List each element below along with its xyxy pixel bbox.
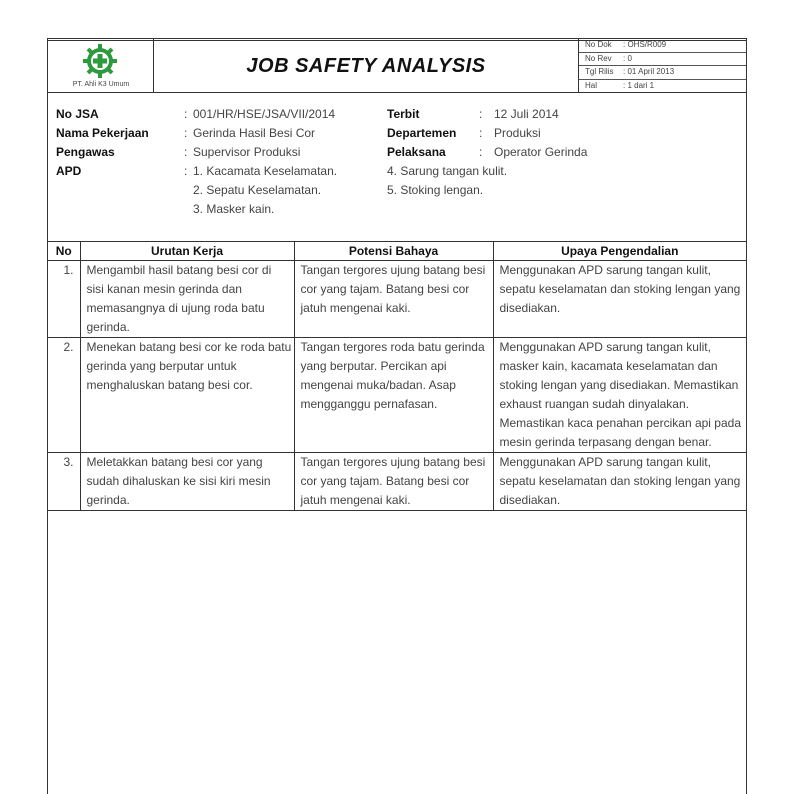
company-name: PT. Ahli K3 Umum bbox=[72, 81, 130, 88]
k3-gear-cross-icon bbox=[82, 43, 118, 79]
cell-upaya: Menggunakan APD sarung tangan kulit, masker kain, kacamata keselamatan dan stoking lengan yang disediakan. Memastikan exhaust ruangan sudah dinyalakan. Memastikan kaca penahan percikan api pada mesin gerinda terpasang dengan benar. bbox=[493, 338, 746, 453]
table-row bbox=[48, 453, 746, 511]
info-row-apd: APD : 1. Kacamata Keselamatan. 4. Sarung tangan kulit. bbox=[56, 162, 746, 181]
doc-info-block bbox=[578, 39, 746, 93]
pelaksana-value: Operator Gerinda bbox=[494, 145, 588, 159]
doc-info-row: Tgl Rilis : 01 April 2013 bbox=[579, 66, 746, 80]
doc-info-row: No Dok : OHS/R009 bbox=[579, 39, 746, 53]
info-row-pekerjaan: Nama Pekerjaan : Gerinda Hasil Besi Cor Departemen : Produksi bbox=[56, 124, 746, 143]
jsa-table-wrap bbox=[48, 241, 746, 511]
jsa-table bbox=[48, 241, 746, 511]
cell-upaya: Menggunakan APD sarung tangan kulit, sepatu keselamatan dan stoking lengan yang disediakan. bbox=[493, 453, 746, 511]
apd-item: 2. Sepatu Keselamatan. bbox=[193, 183, 322, 197]
doc-info-row: No Rev : 0 bbox=[579, 53, 746, 67]
header-no: No bbox=[48, 242, 80, 261]
info-row-no-jsa: No JSA : 001/HR/HSE/JSA/VII/2014 Terbit : 12 Juli 2014 bbox=[56, 105, 746, 124]
document-title: JOB SAFETY ANALYSIS bbox=[246, 55, 486, 77]
info-row-apd-cont bbox=[56, 181, 746, 200]
cell-upaya: Menggunakan APD sarung tangan kulit, sepatu keselamatan dan stoking lengan yang disediakan. bbox=[493, 261, 746, 338]
info-row-pengawas: Pengawas : Supervisor Produksi Pelaksana : Operator Gerinda bbox=[56, 143, 746, 162]
apd-item: 3. Masker kain. bbox=[193, 202, 275, 216]
cell-urutan: Menekan batang besi cor ke roda batu gerinda yang berputar untuk menghaluskan batang besi cor. bbox=[80, 338, 294, 453]
pekerjaan-value: Gerinda Hasil Besi Cor bbox=[193, 126, 316, 140]
cell-bahaya: Tangan tergores ujung batang besi cor yang tajam. Batang besi cor jatuh mengenai kaki. bbox=[294, 453, 493, 511]
cell-bahaya: Tangan tergores roda batu gerinda yang berputar. Percikan api mengenai muka/badan. Asap mengganggu pernafasan. bbox=[294, 338, 493, 453]
apd-item: 1. Kacamata Keselamatan. bbox=[193, 164, 338, 178]
table-row bbox=[48, 338, 746, 453]
terbit-value: 12 Juli 2014 bbox=[494, 107, 559, 121]
row-number: 1. bbox=[48, 261, 80, 338]
departemen-value: Produksi bbox=[494, 126, 541, 140]
row-number: 3. bbox=[48, 453, 80, 511]
doc-info-row: Hal : 1 dari 1 bbox=[585, 80, 655, 90]
header-potensi-bahaya: Potensi Bahaya bbox=[294, 242, 493, 261]
pengawas-value: Supervisor Produksi bbox=[193, 145, 301, 159]
no-jsa-value: 001/HR/HSE/JSA/VII/2014 bbox=[193, 107, 336, 121]
jsa-info-section bbox=[56, 105, 746, 219]
info-row-apd-cont bbox=[56, 200, 746, 219]
table-row bbox=[48, 261, 746, 338]
document-page bbox=[47, 38, 747, 794]
header-urutan-kerja: Urutan Kerja bbox=[80, 242, 294, 261]
logo-box bbox=[48, 39, 154, 93]
cell-urutan: Mengambil hasil batang besi cor di sisi kanan mesin gerinda dan memasangnya di ujung roda batu gerinda. bbox=[80, 261, 294, 338]
cell-urutan: Meletakkan batang besi cor yang sudah dihaluskan ke sisi kiri mesin gerinda. bbox=[80, 453, 294, 511]
document-header bbox=[48, 39, 746, 93]
row-number: 2. bbox=[48, 338, 80, 453]
apd-item: 5. Stoking lengan. bbox=[387, 183, 484, 197]
header-upaya-pengendalian: Upaya Pengendalian bbox=[493, 242, 746, 261]
apd-item: 4. Sarung tangan kulit. bbox=[387, 164, 508, 178]
cell-bahaya: Tangan tergores ujung batang besi cor yang tajam. Batang besi cor jatuh mengenai kaki. bbox=[294, 261, 493, 338]
table-header-row bbox=[48, 242, 746, 261]
